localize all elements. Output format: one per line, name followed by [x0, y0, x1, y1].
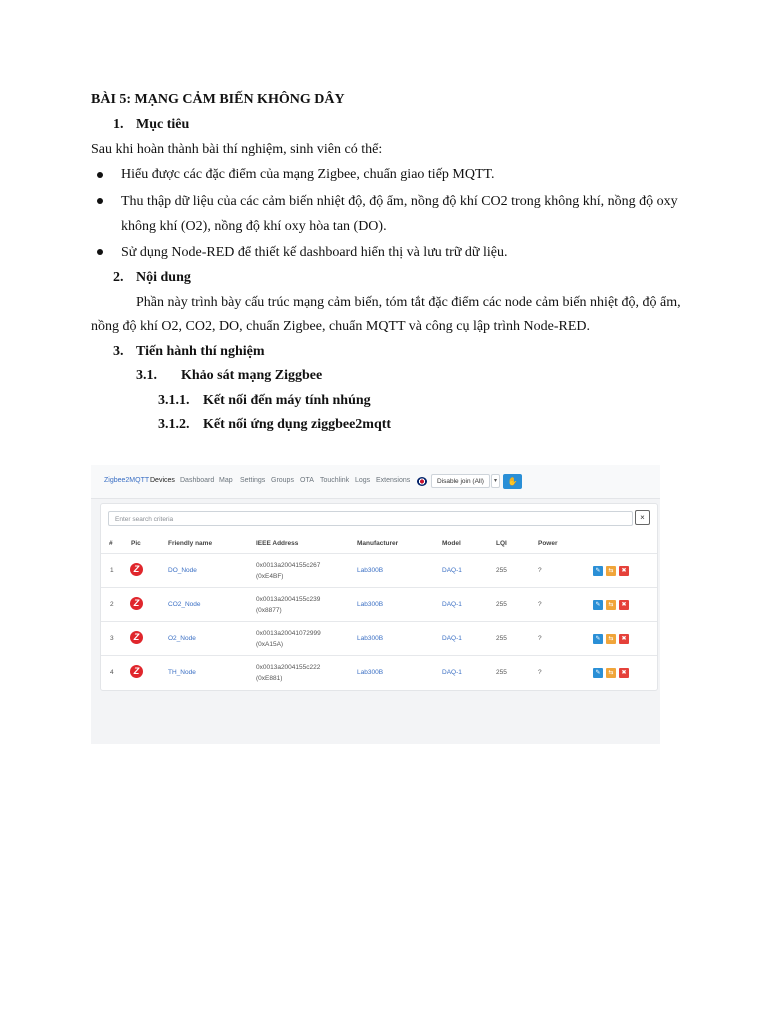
- device-number: 1: [110, 567, 114, 574]
- nav-devices[interactable]: Devices: [150, 477, 175, 484]
- table-row[interactable]: [101, 587, 657, 622]
- device-model[interactable]: DAQ-1: [442, 567, 462, 574]
- section-2-title: Nội dung: [136, 270, 191, 285]
- bullet-dot: [97, 249, 103, 255]
- section-1-title: Mục tiêu: [136, 117, 190, 132]
- device-model[interactable]: DAQ-1: [442, 669, 462, 676]
- zigbee-logo-icon: Z: [130, 597, 143, 610]
- device-ieee-address: 0x0013a2004155c267: [256, 562, 321, 569]
- device-number: 3: [110, 635, 114, 642]
- edit-icon[interactable]: ✎: [593, 668, 603, 678]
- device-lqi: 255: [496, 601, 507, 608]
- section-3-number: 3.: [113, 344, 124, 359]
- zigbee2mqtt-screenshot: [91, 465, 660, 744]
- content-line-2: nồng độ khí O2, CO2, DO, chuẩn Zigbee, chuẩn MQTT và công cụ lập trình Node-RED.: [91, 319, 590, 334]
- device-number: 4: [110, 669, 114, 676]
- device-friendly-name[interactable]: DO_Node: [168, 567, 197, 574]
- rename-icon[interactable]: ⇆: [606, 600, 616, 610]
- section-3-1-1-title: Kết nối đến máy tính nhúng: [203, 393, 371, 408]
- device-friendly-name[interactable]: O2_Node: [168, 635, 196, 642]
- rename-icon[interactable]: ⇆: [606, 668, 616, 678]
- column-header-friendly-name[interactable]: Friendly name: [168, 540, 213, 547]
- nav-ota[interactable]: OTA: [300, 477, 314, 484]
- section-3-1-2-number: 3.1.2.: [158, 417, 190, 432]
- nav-settings[interactable]: Settings: [240, 477, 266, 484]
- nav-groups[interactable]: Groups: [271, 477, 294, 484]
- device-ieee-address: 0x0013a2004155c239: [256, 596, 321, 603]
- section-3-1-1-number: 3.1.1.: [158, 393, 190, 408]
- content-line-1: Phần này trình bày cấu trúc mạng cảm biến, tóm tắt đặc điểm các node cảm biến nhiệt độ, độ ẩm,: [136, 295, 681, 310]
- device-lqi: 255: [496, 567, 507, 574]
- rename-icon[interactable]: ⇆: [606, 566, 616, 576]
- column-header-manufacturer[interactable]: Manufacturer: [357, 540, 399, 547]
- section-3-1-number: 3.1.: [136, 368, 157, 383]
- rename-icon[interactable]: ⇆: [606, 634, 616, 644]
- uk-flag-icon[interactable]: [417, 477, 427, 486]
- column-header-ieee-address[interactable]: IEEE Address: [256, 540, 299, 547]
- intro-text: Sau khi hoàn thành bài thí nghiệm, sinh viên có thể:: [91, 142, 383, 157]
- device-model[interactable]: DAQ-1: [442, 635, 462, 642]
- device-ieee-address: 0x0013a20041072999: [256, 630, 321, 637]
- table-row[interactable]: [101, 621, 657, 656]
- search-input[interactable]: Enter search criteria: [108, 511, 633, 526]
- nav-dashboard[interactable]: Dashboard: [180, 477, 215, 484]
- device-power: ?: [538, 635, 542, 642]
- bullet-dot: [97, 198, 103, 204]
- trash-icon[interactable]: ✖: [619, 600, 629, 610]
- table-row[interactable]: [101, 655, 657, 690]
- nav-map[interactable]: Map: [219, 477, 233, 484]
- device-power: ?: [538, 601, 542, 608]
- nav-extensions[interactable]: Extensions: [376, 477, 411, 484]
- edit-icon[interactable]: ✎: [593, 566, 603, 576]
- device-network-address: (0xE881): [256, 675, 283, 682]
- device-friendly-name[interactable]: CO2_Node: [168, 601, 201, 608]
- zigbee-logo-icon: Z: [130, 665, 143, 678]
- bullet-2-line-1: Thu thập dữ liệu của các cảm biến nhiệt độ, độ ẩm, nồng độ khí CO2 trong không khí, nồng độ oxy: [121, 194, 678, 209]
- section-3-1-2-title: Kết nối ứng dụng ziggbee2mqtt: [203, 417, 392, 432]
- bullet-3-line-1: Sử dụng Node-RED để thiết kế dashboard hiển thị và lưu trữ dữ liệu.: [121, 245, 508, 260]
- edit-icon[interactable]: ✎: [593, 600, 603, 610]
- permit-join-icon[interactable]: ✋: [503, 474, 522, 489]
- permit-join-select[interactable]: Disable join (All): [431, 474, 490, 488]
- nav-touchlink[interactable]: Touchlink: [320, 477, 350, 484]
- bullet-dot: [97, 172, 103, 178]
- column-header-power[interactable]: Power: [538, 540, 558, 547]
- device-manufacturer[interactable]: Lab300B: [357, 669, 384, 676]
- device-network-address: (0xE4BF): [256, 573, 284, 580]
- nav-logs[interactable]: Logs: [355, 477, 371, 484]
- column-header-model[interactable]: Model: [442, 540, 461, 547]
- section-3-title: Tiến hành thí nghiệm: [136, 344, 265, 359]
- device-model[interactable]: DAQ-1: [442, 601, 462, 608]
- column-header-number[interactable]: #: [109, 540, 113, 547]
- device-power: ?: [538, 567, 542, 574]
- doc-title: BÀI 5: MẠNG CẢM BIẾN KHÔNG DÂY: [91, 92, 345, 107]
- device-number: 2: [110, 601, 114, 608]
- device-friendly-name[interactable]: TH_Node: [168, 669, 196, 676]
- devices-card: [100, 503, 658, 691]
- bullet-2-line-2: không khí (O2), nồng độ khí oxy hòa tan (DO).: [121, 219, 387, 234]
- device-manufacturer[interactable]: Lab300B: [357, 635, 384, 642]
- device-lqi: 255: [496, 635, 507, 642]
- table-row[interactable]: [101, 553, 657, 588]
- device-network-address: (0xA15A): [256, 641, 284, 648]
- nav-brand[interactable]: Zigbee2MQTT: [104, 477, 150, 484]
- chevron-down-icon[interactable]: ▾: [491, 474, 500, 488]
- section-2-number: 2.: [113, 270, 124, 285]
- top-navbar: [91, 465, 660, 499]
- device-ieee-address: 0x0013a2004155c222: [256, 664, 321, 671]
- device-power: ?: [538, 669, 542, 676]
- device-manufacturer[interactable]: Lab300B: [357, 601, 384, 608]
- trash-icon[interactable]: ✖: [619, 566, 629, 576]
- edit-icon[interactable]: ✎: [593, 634, 603, 644]
- device-lqi: 255: [496, 669, 507, 676]
- trash-icon[interactable]: ✖: [619, 668, 629, 678]
- device-network-address: (0x8877): [256, 607, 282, 614]
- section-3-1-title: Khảo sát mạng Ziggbee: [181, 368, 323, 383]
- zigbee-logo-icon: Z: [130, 631, 143, 644]
- column-header-lqi[interactable]: LQI: [496, 540, 507, 547]
- clear-search-button[interactable]: ×: [635, 510, 650, 525]
- device-manufacturer[interactable]: Lab300B: [357, 567, 384, 574]
- zigbee-logo-icon: Z: [130, 563, 143, 576]
- bullet-1-line-1: Hiểu được các đặc điểm của mạng Zigbee, chuẩn giao tiếp MQTT.: [121, 167, 495, 182]
- column-header-pic[interactable]: Pic: [131, 540, 141, 547]
- trash-icon[interactable]: ✖: [619, 634, 629, 644]
- section-1-number: 1.: [113, 117, 124, 132]
